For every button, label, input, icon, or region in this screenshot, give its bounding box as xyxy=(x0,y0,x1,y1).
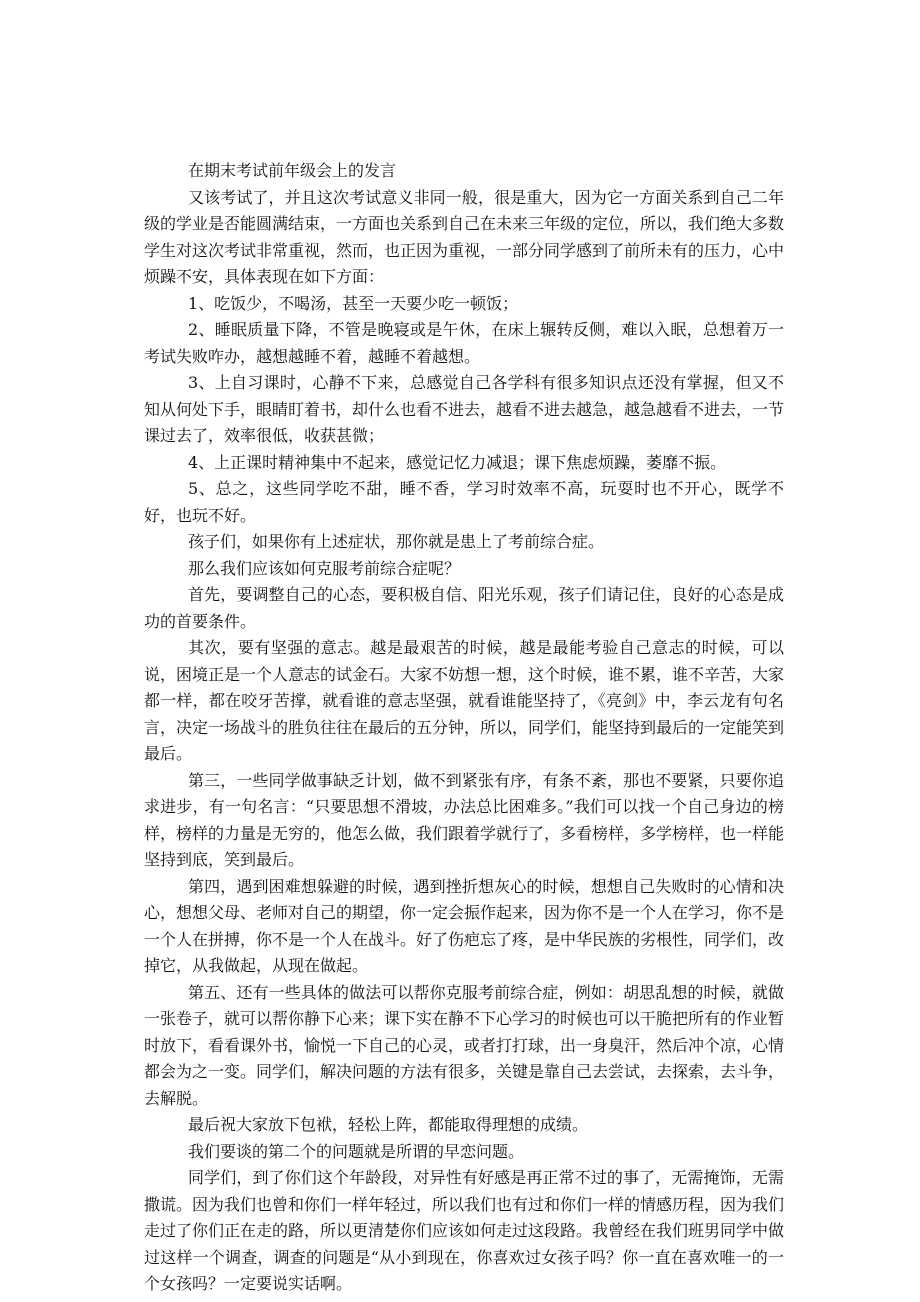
paragraph: 其次，要有坚强的意志。越是最艰苦的时候，越是最能考验自己意志的时候，可以说，困境正是一个人意志的试金石。大家不妨想一想，这个时候，谁不累，谁不辛苦，大家都一样，都在咬牙苦撑，就看谁的意志坚强，就看谁能坚持了，《亮剑》中，李云龙有句名言，决定一场战斗的胜负往往在最后的五分钟，所以，同学们，能坚持到最后的一定能笑到最后。 xyxy=(144,638,785,763)
paragraph: 我们要谈的第二个的问题就是所谓的早恋问题。 xyxy=(188,1141,525,1161)
paragraph: 3、上自习课时，心静不下来，总感觉自己各学科有很多知识点还没有掌握，但又不知从何处下手，眼睛盯着书，却什么也看不进去，越看不进去越急，越急越看不进去，一节课过去了，效率很低，收获甚微； xyxy=(144,373,785,445)
paragraph: 同学们，到了你们这个年龄段，对异性有好感是再正常不过的事了，无需掩饰，无需撒谎。因为我们也曾和你们一样年轻过，所以我们也有过和你们一样的情感历程，因为我们走过了你们正在走的路，所以更清楚你们应该如何走过这段路。我曾经在我们班男同学中做过这样一个调查，调查的问题是“从小到现在，你喜欢过女孩子吗？你一直在喜欢唯一的一个女孩吗？一定要说实话啊。 xyxy=(144,1168,785,1293)
paragraph: 第五、还有一些具体的做法可以帮你克服考前综合症，例如：胡思乱想的时候，就做一张卷子，就可以帮你静下心来；课下实在静不下心学习的时候也可以干脆把所有的作业暂时放下，看看课外书，愉悦一下自己的心灵，或者打打球，出一身臭汗，然后冲个凉，心情都会为之一变。同学们，解决问题的方法有很多，关键是靠自己去尝试，去探索，去斗争，去解脱。 xyxy=(144,982,785,1108)
paragraph: 又该考试了，并且这次考试意义非同一般，很是重大，因为它一方面关系到自己二年级的学业是否能圆满结束，一方面也关系到自己在未来三年级的定位，所以，我们绝大多数学生对这次考试非常重视，然而，也正因为重视，一部分同学感到了前所未有的压力，心中烦躁不安，具体表现在如下方面： xyxy=(144,187,785,286)
paragraph: 第三，一些同学做事缺乏计划，做不到紧张有序，有条不紊，那也不要紧，只要你追求进步，有一句名言：“只要思想不滑坡，办法总比困难多。”我们可以找一个自己身边的榜样，榜样的力量是无穷的，他怎么做，我们跟着学就行了，多看榜样，多学榜样，也一样能坚持到底，笑到最后。 xyxy=(144,770,785,869)
paragraph: 4、上正课时精神集中不起来，感觉记忆力减退；课下焦虑烦躁，萎靡不振。 xyxy=(188,452,727,472)
paragraph: 2、睡眠质量下降，不管是晚寝或是午休，在床上辗转反侧，难以入眠，总想着万一考试失败咋办，越想越睡不着，越睡不着越想。 xyxy=(144,320,784,366)
paragraph: 那么我们应该如何克服考前综合症呢？ xyxy=(188,558,461,578)
paragraph: 5、总之，这些同学吃不甜，睡不香，学习时效率不高，玩耍时也不开心，既学不好，也玩不好。 xyxy=(144,479,784,525)
document-title: 在期末考试前年级会上的发言 xyxy=(188,161,397,180)
paragraph: 首先，要调整自己的心态，要积极自信、阳光乐观，孩子们请记住，良好的心态是成功的首要条件。 xyxy=(144,585,784,631)
paragraph: 最后祝大家放下包袱，轻松上阵，都能取得理想的成绩。 xyxy=(188,1115,589,1134)
paragraph: 1、吃饭少，不喝汤，甚至一天要少吃一顿饭； xyxy=(188,293,519,313)
paragraph: 第四，遇到困难想躲避的时候，遇到挫折想灰心的时候，想想自己失败时的心情和决心，想想父母、老师对自己的期望，你一定会振作起来，因为你不是一个人在学习，你不是一个人在拼搏，你不是一个人在战斗。好了伤疤忘了疼，是中华民族的劣根性，同学们，改掉它，从我做起，从现在做起。 xyxy=(144,876,785,975)
paragraph: 孩子们，如果你有上述症状，那你就是患上了考前综合症。 xyxy=(188,532,605,551)
document-body xyxy=(144,158,784,1298)
